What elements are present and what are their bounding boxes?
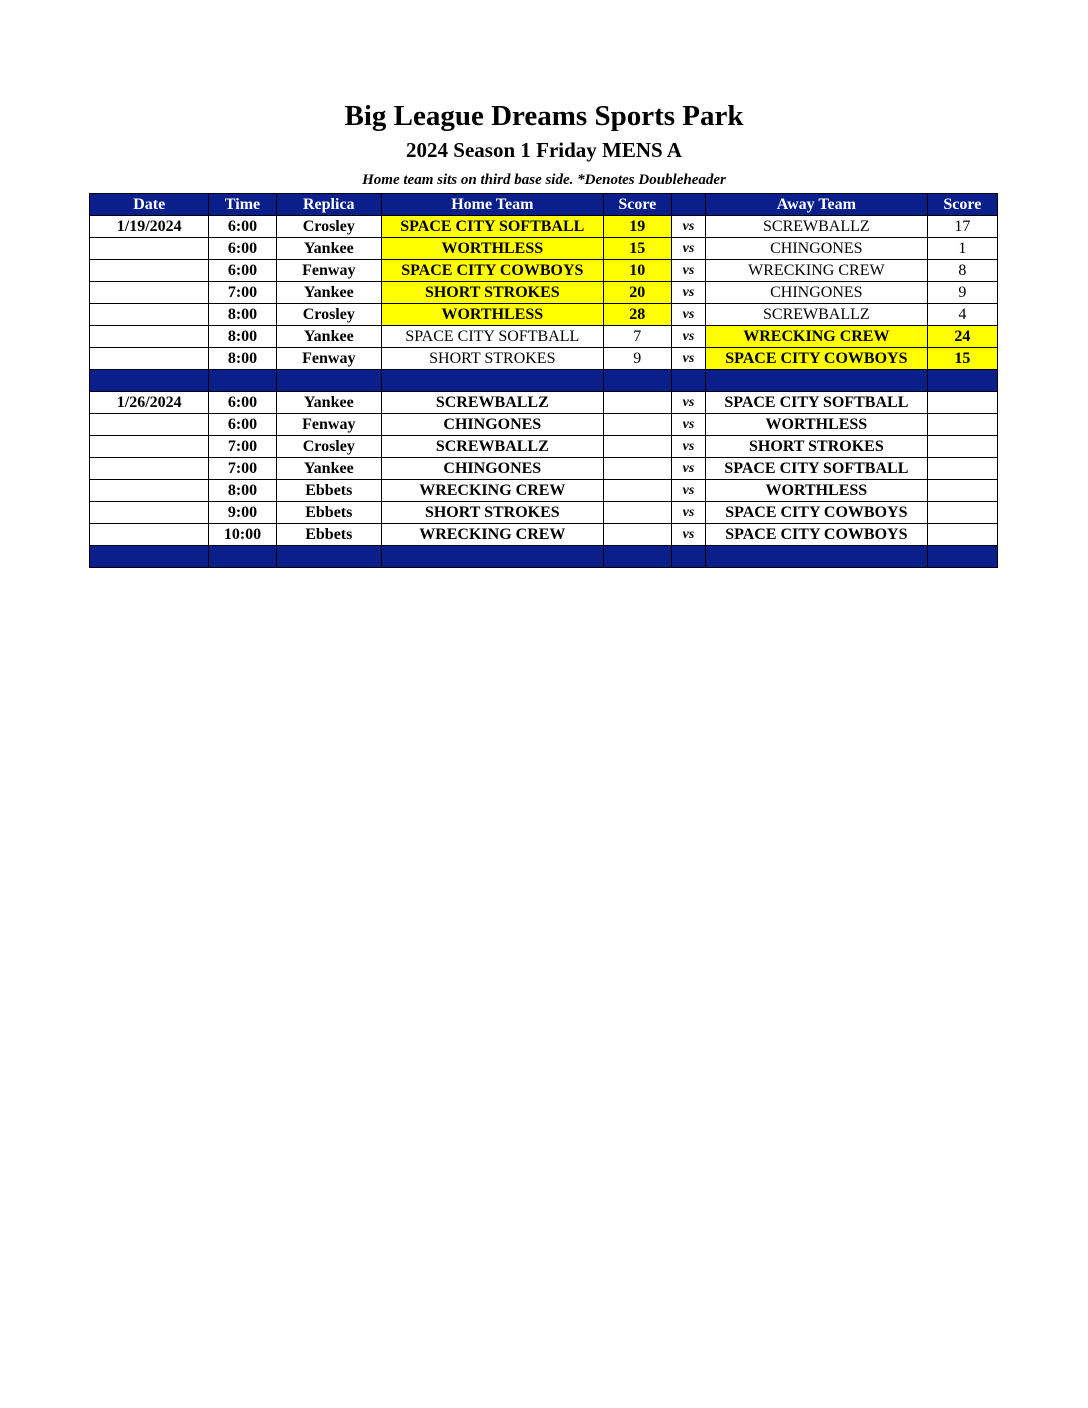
home-team-cell: WORTHLESS (381, 304, 603, 326)
vs-cell: vs (671, 282, 705, 304)
home-team-cell: SHORT STROKES (381, 282, 603, 304)
replica-field-cell: Fenway (276, 260, 381, 282)
away-team-cell: SPACE CITY COWBOYS (706, 348, 928, 370)
vs-cell: vs (671, 326, 705, 348)
replica-field-cell: Yankee (276, 458, 381, 480)
away-score-cell: 9 (927, 282, 997, 304)
time-cell: 6:00 (209, 414, 276, 436)
separator-cell (209, 370, 276, 392)
home-score-cell: 28 (603, 304, 671, 326)
away-team-cell: SCREWBALLZ (706, 216, 928, 238)
away-team-cell: SCREWBALLZ (706, 304, 928, 326)
home-team-cell: SHORT STROKES (381, 348, 603, 370)
separator-cell (90, 546, 209, 568)
away-score-cell (927, 392, 997, 414)
replica-field-cell: Ebbets (276, 502, 381, 524)
doubleheader-note: Home team sits on third base side. *Denotes Doubleheader (362, 172, 726, 188)
vs-cell: vs (671, 414, 705, 436)
away-team-cell: CHINGONES (706, 238, 928, 260)
home-score-cell: 19 (603, 216, 671, 238)
vs-cell: vs (671, 348, 705, 370)
table-row (90, 238, 998, 260)
replica-field-cell: Ebbets (276, 524, 381, 546)
table-row (90, 216, 998, 238)
date-cell (90, 414, 209, 436)
date-cell: 1/19/2024 (90, 216, 209, 238)
away-score-cell: 24 (927, 326, 997, 348)
table-row (90, 436, 998, 458)
date-cell (90, 524, 209, 546)
separator-cell (927, 546, 997, 568)
home-team-cell: SCREWBALLZ (381, 392, 603, 414)
separator-cell (706, 370, 928, 392)
away-score-cell (927, 414, 997, 436)
home-score-cell (603, 436, 671, 458)
home-team-cell: WRECKING CREW (381, 524, 603, 546)
table-row (90, 392, 998, 414)
away-score-cell (927, 436, 997, 458)
week-separator-row (90, 546, 998, 568)
table-row (90, 458, 998, 480)
time-cell: 6:00 (209, 392, 276, 414)
column-header-away-score: Score (927, 194, 997, 216)
away-team-cell: CHINGONES (706, 282, 928, 304)
home-team-cell: WORTHLESS (381, 238, 603, 260)
separator-cell (90, 370, 209, 392)
time-cell: 8:00 (209, 480, 276, 502)
date-cell (90, 326, 209, 348)
date-cell (90, 282, 209, 304)
home-score-cell: 9 (603, 348, 671, 370)
table-row (90, 282, 998, 304)
time-cell: 8:00 (209, 348, 276, 370)
away-team-cell: SPACE CITY COWBOYS (706, 524, 928, 546)
table-row (90, 304, 998, 326)
date-cell (90, 238, 209, 260)
date-cell (90, 260, 209, 282)
separator-cell (276, 370, 381, 392)
replica-field-cell: Yankee (276, 282, 381, 304)
table-row (90, 524, 998, 546)
away-score-cell (927, 458, 997, 480)
time-cell: 9:00 (209, 502, 276, 524)
away-team-cell: WRECKING CREW (706, 260, 928, 282)
date-cell (90, 502, 209, 524)
date-cell: 1/26/2024 (90, 392, 209, 414)
replica-field-cell: Fenway (276, 348, 381, 370)
home-score-cell: 10 (603, 260, 671, 282)
time-cell: 6:00 (209, 238, 276, 260)
replica-field-cell: Yankee (276, 326, 381, 348)
date-cell (90, 458, 209, 480)
table-row (90, 348, 998, 370)
date-cell (90, 348, 209, 370)
vs-cell: vs (671, 260, 705, 282)
home-team-cell: SPACE CITY SOFTBALL (381, 216, 603, 238)
away-score-cell (927, 502, 997, 524)
home-team-cell: CHINGONES (381, 414, 603, 436)
away-team-cell: SPACE CITY COWBOYS (706, 502, 928, 524)
away-score-cell: 8 (927, 260, 997, 282)
separator-cell (706, 546, 928, 568)
home-score-cell (603, 458, 671, 480)
schedule-body (90, 216, 998, 568)
vs-cell: vs (671, 238, 705, 260)
table-row (90, 260, 998, 282)
vs-cell: vs (671, 458, 705, 480)
separator-cell (671, 370, 705, 392)
column-header-vs (671, 194, 705, 216)
away-team-cell: SPACE CITY SOFTBALL (706, 392, 928, 414)
column-header-time: Time (209, 194, 276, 216)
table-row (90, 414, 998, 436)
home-team-cell: SCREWBALLZ (381, 436, 603, 458)
time-cell: 7:00 (209, 458, 276, 480)
separator-cell (671, 546, 705, 568)
separator-cell (927, 370, 997, 392)
vs-cell: vs (671, 436, 705, 458)
replica-field-cell: Crosley (276, 304, 381, 326)
away-team-cell: WRECKING CREW (706, 326, 928, 348)
table-row (90, 326, 998, 348)
home-score-cell (603, 480, 671, 502)
away-score-cell: 1 (927, 238, 997, 260)
column-header-home-score: Score (603, 194, 671, 216)
date-cell (90, 480, 209, 502)
date-cell (90, 304, 209, 326)
home-score-cell (603, 502, 671, 524)
separator-cell (603, 370, 671, 392)
replica-field-cell: Crosley (276, 216, 381, 238)
home-score-cell (603, 414, 671, 436)
away-team-cell: WORTHLESS (706, 480, 928, 502)
away-team-cell: WORTHLESS (706, 414, 928, 436)
date-cell (90, 436, 209, 458)
time-cell: 8:00 (209, 326, 276, 348)
home-score-cell (603, 392, 671, 414)
time-cell: 10:00 (209, 524, 276, 546)
away-score-cell (927, 480, 997, 502)
page-subtitle: 2024 Season 1 Friday MENS A (406, 138, 682, 162)
vs-cell: vs (671, 502, 705, 524)
replica-field-cell: Fenway (276, 414, 381, 436)
home-team-cell: CHINGONES (381, 458, 603, 480)
home-score-cell: 20 (603, 282, 671, 304)
vs-cell: vs (671, 216, 705, 238)
table-header-row (90, 194, 998, 216)
table-row (90, 480, 998, 502)
home-score-cell: 15 (603, 238, 671, 260)
time-cell: 7:00 (209, 282, 276, 304)
away-score-cell: 17 (927, 216, 997, 238)
home-score-cell: 7 (603, 326, 671, 348)
home-team-cell: SHORT STROKES (381, 502, 603, 524)
away-score-cell: 4 (927, 304, 997, 326)
away-score-cell (927, 524, 997, 546)
column-header-home-team: Home Team (381, 194, 603, 216)
replica-field-cell: Yankee (276, 392, 381, 414)
vs-cell: vs (671, 480, 705, 502)
vs-cell: vs (671, 524, 705, 546)
vs-cell: vs (671, 392, 705, 414)
away-team-cell: SHORT STROKES (706, 436, 928, 458)
separator-cell (603, 546, 671, 568)
home-team-cell: SPACE CITY COWBOYS (381, 260, 603, 282)
separator-cell (276, 546, 381, 568)
vs-cell: vs (671, 304, 705, 326)
time-cell: 7:00 (209, 436, 276, 458)
home-team-cell: WRECKING CREW (381, 480, 603, 502)
separator-cell (381, 546, 603, 568)
home-team-cell: SPACE CITY SOFTBALL (381, 326, 603, 348)
away-team-cell: SPACE CITY SOFTBALL (706, 458, 928, 480)
home-score-cell (603, 524, 671, 546)
separator-cell (381, 370, 603, 392)
time-cell: 6:00 (209, 260, 276, 282)
replica-field-cell: Crosley (276, 436, 381, 458)
time-cell: 6:00 (209, 216, 276, 238)
separator-cell (209, 546, 276, 568)
page-title: Big League Dreams Sports Park (344, 100, 744, 132)
column-header-replica: Replica (276, 194, 381, 216)
schedule-table (89, 193, 998, 568)
away-score-cell: 15 (927, 348, 997, 370)
replica-field-cell: Yankee (276, 238, 381, 260)
table-row (90, 502, 998, 524)
replica-field-cell: Ebbets (276, 480, 381, 502)
column-header-away-team: Away Team (706, 194, 928, 216)
time-cell: 8:00 (209, 304, 276, 326)
week-separator-row (90, 370, 998, 392)
column-header-date: Date (90, 194, 209, 216)
